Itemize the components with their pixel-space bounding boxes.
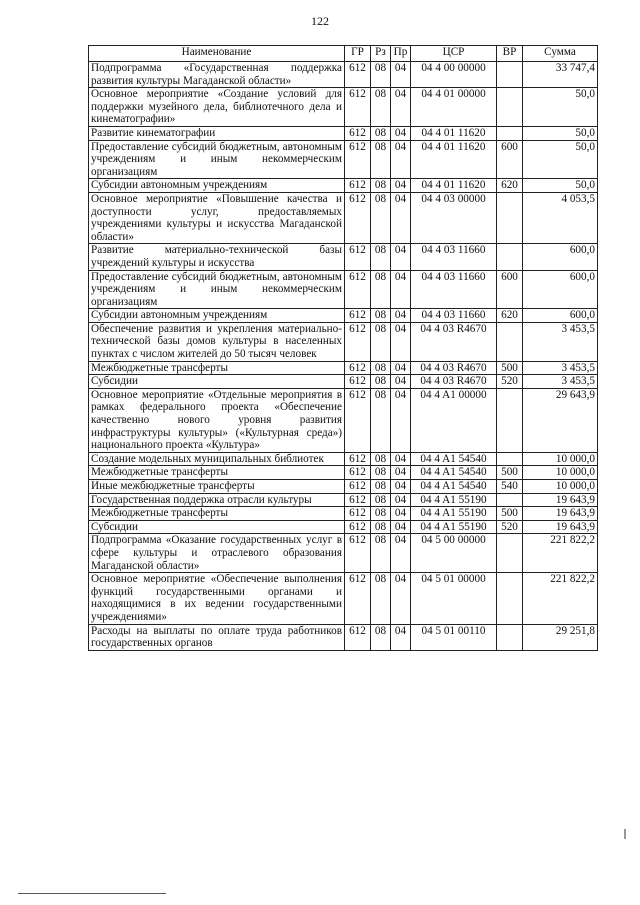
cell-pr: 04 [391, 466, 411, 480]
cell-sum: 600,0 [523, 309, 598, 323]
cell-pr: 04 [391, 270, 411, 309]
cell-gr: 612 [345, 493, 371, 507]
cell-pr: 04 [391, 573, 411, 624]
cell-pr: 04 [391, 452, 411, 466]
cell-sum: 19 643,9 [523, 520, 598, 534]
table-row [89, 192, 598, 243]
cell-csr: 04 4 03 11660 [411, 244, 497, 270]
table-row [89, 126, 598, 140]
cell-csr: 04 4 A1 54540 [411, 480, 497, 494]
table-row [89, 179, 598, 193]
cell-sum: 29 643,9 [523, 388, 598, 452]
cell-csr: 04 4 00 00000 [411, 62, 497, 88]
cell-csr: 04 4 A1 55190 [411, 493, 497, 507]
cell-name: Межбюджетные трансферты [89, 466, 345, 480]
table-row [89, 507, 598, 521]
cell-sum: 3 453,5 [523, 322, 598, 361]
cell-pr: 04 [391, 126, 411, 140]
cell-csr: 04 4 A1 54540 [411, 452, 497, 466]
cell-rz: 08 [371, 375, 391, 389]
cell-gr: 612 [345, 624, 371, 650]
table-row [89, 309, 598, 323]
cell-sum: 19 643,9 [523, 493, 598, 507]
cell-rz: 08 [371, 480, 391, 494]
cell-rz: 08 [371, 452, 391, 466]
cell-gr: 612 [345, 309, 371, 323]
cell-rz: 08 [371, 244, 391, 270]
cell-vr [497, 452, 523, 466]
table-row [89, 466, 598, 480]
cell-vr: 500 [497, 361, 523, 375]
cell-pr: 04 [391, 534, 411, 573]
table-row [89, 270, 598, 309]
cell-rz: 08 [371, 192, 391, 243]
cell-vr [497, 322, 523, 361]
cell-vr: 520 [497, 520, 523, 534]
cell-name: Расходы на выплаты по оплате труда работников государственных органов [89, 624, 345, 650]
cell-pr: 04 [391, 140, 411, 179]
cell-name: Межбюджетные трансферты [89, 507, 345, 521]
cell-rz: 08 [371, 179, 391, 193]
cell-gr: 612 [345, 179, 371, 193]
cell-rz: 08 [371, 507, 391, 521]
cell-vr: 540 [497, 480, 523, 494]
cell-gr: 612 [345, 140, 371, 179]
table-row [89, 520, 598, 534]
table-row [89, 534, 598, 573]
cell-vr [497, 88, 523, 127]
cell-vr: 620 [497, 309, 523, 323]
cell-sum: 50,0 [523, 140, 598, 179]
cell-sum: 221 822,2 [523, 573, 598, 624]
cell-gr: 612 [345, 480, 371, 494]
cell-name: Иные межбюджетные трансферты [89, 480, 345, 494]
table-row [89, 361, 598, 375]
cell-gr: 612 [345, 466, 371, 480]
cell-vr: 520 [497, 375, 523, 389]
cell-gr: 612 [345, 361, 371, 375]
cell-name: Создание модельных муниципальных библиотек [89, 452, 345, 466]
table-row [89, 480, 598, 494]
cell-pr: 04 [391, 375, 411, 389]
cell-gr: 612 [345, 88, 371, 127]
cell-name: Субсидии [89, 520, 345, 534]
table-row [89, 62, 598, 88]
cell-csr: 04 4 A1 55190 [411, 507, 497, 521]
cell-csr: 04 4 03 R4670 [411, 322, 497, 361]
cell-name: Основное мероприятие «Отдельные мероприятия в рамках федерального проекта «Обеспечение качественно нового уровня развития инфраструктуры культуры» («Культурная среда») национального проекта «Культура» [89, 388, 345, 452]
cell-rz: 08 [371, 88, 391, 127]
cell-sum: 10 000,0 [523, 480, 598, 494]
cell-pr: 04 [391, 88, 411, 127]
cell-vr [497, 244, 523, 270]
cell-name: Субсидии автономным учреждениям [89, 179, 345, 193]
cell-pr: 04 [391, 388, 411, 452]
cell-gr: 612 [345, 507, 371, 521]
cell-vr [497, 388, 523, 452]
cell-sum: 600,0 [523, 270, 598, 309]
cell-gr: 612 [345, 388, 371, 452]
cell-sum: 50,0 [523, 88, 598, 127]
cell-vr [497, 493, 523, 507]
cell-rz: 08 [371, 361, 391, 375]
header-rz: Рз [371, 46, 391, 62]
cell-gr: 612 [345, 192, 371, 243]
cell-rz: 08 [371, 388, 391, 452]
cell-sum: 4 053,5 [523, 192, 598, 243]
cell-name: Развитие материально-технической базы учреждений культуры и искусства [89, 244, 345, 270]
table-body [89, 62, 598, 651]
cell-csr: 04 4 A1 00000 [411, 388, 497, 452]
cell-pr: 04 [391, 361, 411, 375]
cell-pr: 04 [391, 322, 411, 361]
cell-sum: 29 251,8 [523, 624, 598, 650]
cell-pr: 04 [391, 244, 411, 270]
cell-name: Межбюджетные трансферты [89, 361, 345, 375]
cell-pr: 04 [391, 507, 411, 521]
table-row [89, 244, 598, 270]
cell-vr: 620 [497, 179, 523, 193]
cell-gr: 612 [345, 452, 371, 466]
cell-pr: 04 [391, 192, 411, 243]
cell-name: Предоставление субсидий бюджетным, автономным учреждениям и иным некоммерческим организациям [89, 140, 345, 179]
cell-rz: 08 [371, 520, 391, 534]
cell-sum: 10 000,0 [523, 466, 598, 480]
cell-csr: 04 4 01 11620 [411, 179, 497, 193]
cell-gr: 612 [345, 126, 371, 140]
cell-csr: 04 4 03 R4670 [411, 361, 497, 375]
cell-csr: 04 5 01 00110 [411, 624, 497, 650]
cell-name: Субсидии [89, 375, 345, 389]
cell-csr: 04 4 A1 55190 [411, 520, 497, 534]
header-pr: Пр [391, 46, 411, 62]
cell-vr [497, 534, 523, 573]
cell-vr: 600 [497, 270, 523, 309]
cell-vr [497, 192, 523, 243]
cell-csr: 04 4 03 11660 [411, 309, 497, 323]
cell-csr: 04 5 00 00000 [411, 534, 497, 573]
cell-sum: 50,0 [523, 179, 598, 193]
cell-pr: 04 [391, 480, 411, 494]
table-row [89, 322, 598, 361]
cell-sum: 10 000,0 [523, 452, 598, 466]
cell-name: Основное мероприятие «Обеспечение выполнения функций государственными органами и находящимися в их ведении государственными учреждениями» [89, 573, 345, 624]
cell-name: Основное мероприятие «Создание условий для поддержки музейного дела, библиотечного дела и кинематографии» [89, 88, 345, 127]
cell-sum: 3 453,5 [523, 375, 598, 389]
cell-rz: 08 [371, 573, 391, 624]
table-row [89, 140, 598, 179]
table-row [89, 388, 598, 452]
cell-csr: 04 4 03 11660 [411, 270, 497, 309]
cell-rz: 08 [371, 466, 391, 480]
table-row [89, 375, 598, 389]
cell-gr: 612 [345, 534, 371, 573]
footnote-divider [18, 893, 166, 894]
cell-name: Обеспечение развития и укрепления материально-технической базы домов культуры в населенных пунктах с числом жителей до 50 тысяч человек [89, 322, 345, 361]
cell-vr: 500 [497, 507, 523, 521]
table-row [89, 452, 598, 466]
cell-pr: 04 [391, 62, 411, 88]
cell-vr [497, 573, 523, 624]
cell-vr [497, 126, 523, 140]
cell-name: Предоставление субсидий бюджетным, автономным учреждениям и иным некоммерческим организациям [89, 270, 345, 309]
table-row [89, 493, 598, 507]
cell-csr: 04 4 01 00000 [411, 88, 497, 127]
cell-rz: 08 [371, 624, 391, 650]
cell-rz: 08 [371, 270, 391, 309]
cell-gr: 612 [345, 322, 371, 361]
cell-gr: 612 [345, 375, 371, 389]
cell-csr: 04 4 01 11620 [411, 126, 497, 140]
cell-rz: 08 [371, 493, 391, 507]
table-header-row [89, 46, 598, 62]
cell-rz: 08 [371, 126, 391, 140]
cell-gr: 612 [345, 62, 371, 88]
cell-vr: 500 [497, 466, 523, 480]
cell-rz: 08 [371, 322, 391, 361]
header-name: Наименование [89, 46, 345, 62]
cell-pr: 04 [391, 309, 411, 323]
header-sum: Сумма [523, 46, 598, 62]
cell-pr: 04 [391, 179, 411, 193]
cell-name: Развитие кинематографии [89, 126, 345, 140]
table-row [89, 624, 598, 650]
cell-name: Субсидии автономным учреждениям [89, 309, 345, 323]
cell-rz: 08 [371, 140, 391, 179]
cell-vr [497, 62, 523, 88]
header-gr: ГР [345, 46, 371, 62]
cell-gr: 612 [345, 270, 371, 309]
header-vr: ВР [497, 46, 523, 62]
cell-pr: 04 [391, 520, 411, 534]
cell-rz: 08 [371, 62, 391, 88]
cell-name: Подпрограмма «Государственная поддержка развития культуры Магаданской области» [89, 62, 345, 88]
cell-csr: 04 4 01 11620 [411, 140, 497, 179]
cell-sum: 33 747,4 [523, 62, 598, 88]
cell-sum: 19 643,9 [523, 507, 598, 521]
cell-csr: 04 4 A1 54540 [411, 466, 497, 480]
table-row [89, 573, 598, 624]
cell-csr: 04 4 03 00000 [411, 192, 497, 243]
budget-table [88, 45, 598, 651]
cell-csr: 04 5 01 00000 [411, 573, 497, 624]
cell-sum: 221 822,2 [523, 534, 598, 573]
cell-vr [497, 624, 523, 650]
cell-sum: 600,0 [523, 244, 598, 270]
cell-gr: 612 [345, 573, 371, 624]
cell-rz: 08 [371, 309, 391, 323]
cell-name: Государственная поддержка отрасли культуры [89, 493, 345, 507]
header-csr: ЦСР [411, 46, 497, 62]
cell-sum: 3 453,5 [523, 361, 598, 375]
cell-rz: 08 [371, 534, 391, 573]
cell-gr: 612 [345, 520, 371, 534]
table-row [89, 88, 598, 127]
cell-name: Основное мероприятие «Повышение качества и доступности услуг, предоставляемых учреждениями культуры и искусства Магаданской области» [89, 192, 345, 243]
cell-name: Подпрограмма «Оказание государственных услуг в сфере культуры и отраслевого образования Магаданской области» [89, 534, 345, 573]
cell-vr: 600 [497, 140, 523, 179]
cell-sum: 50,0 [523, 126, 598, 140]
cell-pr: 04 [391, 493, 411, 507]
page-number: 122 [311, 14, 329, 28]
cell-csr: 04 4 03 R4670 [411, 375, 497, 389]
scan-edge-mark [624, 829, 626, 839]
cell-gr: 612 [345, 244, 371, 270]
cell-pr: 04 [391, 624, 411, 650]
